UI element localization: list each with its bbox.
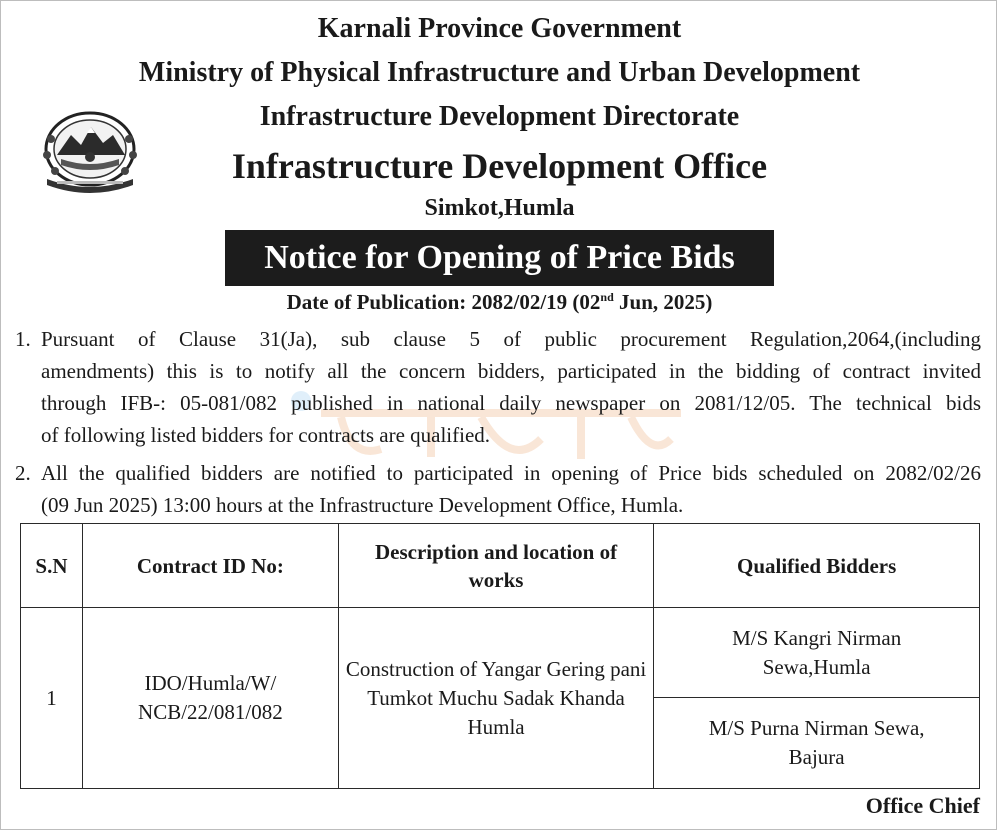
publication-date-tail: Jun, 2025) — [613, 290, 713, 314]
signature-office-chief: Office Chief — [865, 793, 980, 818]
nepal-emblem-icon — [37, 109, 143, 193]
bidder-1: M/S Kangri Nirman Sewa,Humla — [654, 608, 980, 698]
row-contract-id: IDO/Humla/W/ NCB/22/081/082 — [82, 608, 338, 789]
header-qualified-bidders: Qualified Bidders — [654, 524, 980, 608]
office-name: Infrastructure Development Office — [231, 146, 768, 186]
paragraph-line: of following listed bidders for contracts are qualified. — [41, 423, 491, 447]
header-description: Description and location of works — [338, 524, 653, 608]
office-location: Simkot,Humla — [424, 195, 575, 221]
notice-title: Notice for Opening of Price Bids — [225, 230, 774, 286]
paragraph-1 — [15, 323, 981, 451]
publication-date-suffix: nd — [600, 290, 614, 304]
publication-date-text: Date of Publication: 2082/02/19 (02 — [286, 290, 601, 314]
bidder-2: M/S Purna Nirman Sewa, Bajura — [654, 698, 980, 789]
paragraph-number: 1. — [15, 327, 31, 351]
header-contract-id: Contract ID No: — [82, 524, 338, 608]
paragraph-line: amendments) this is to notify all the concern bidders, participated in the bidding of contract invited — [41, 359, 981, 383]
paragraph-2 — [15, 457, 981, 521]
row-description: Construction of Yangar Gering pani Tumkot Muchu Sadak Khanda Humla — [338, 608, 653, 789]
row-sn: 1 — [21, 608, 83, 789]
table-row — [21, 608, 980, 698]
paragraph-line: All the qualified bidders are notified to participated in opening of Price bids scheduled on 2082/02/26 — [41, 461, 981, 485]
paragraph-line: Pursuant of Clause 31(Ja), sub clause 5 of public procurement Regulation,2064,(including — [41, 327, 981, 351]
directorate-name: Infrastructure Development Directorate — [259, 101, 740, 132]
paragraph-line: through IFB-: 05-081/082 published in national daily newspaper on 2081/12/05. The technical bids — [41, 391, 981, 415]
publication-date — [1, 290, 997, 315]
qualified-bidders-table — [20, 523, 980, 789]
header-sn: S.N — [21, 524, 83, 608]
paragraph-number: 2. — [15, 461, 31, 485]
paragraph-line: (09 Jun 2025) 13:00 hours at the Infrastructure Development Office, Humla. — [41, 493, 684, 517]
ministry-name: Ministry of Physical Infrastructure and Urban Development — [138, 57, 861, 88]
government-name: Karnali Province Government — [317, 13, 682, 44]
table-header-row — [21, 524, 980, 608]
